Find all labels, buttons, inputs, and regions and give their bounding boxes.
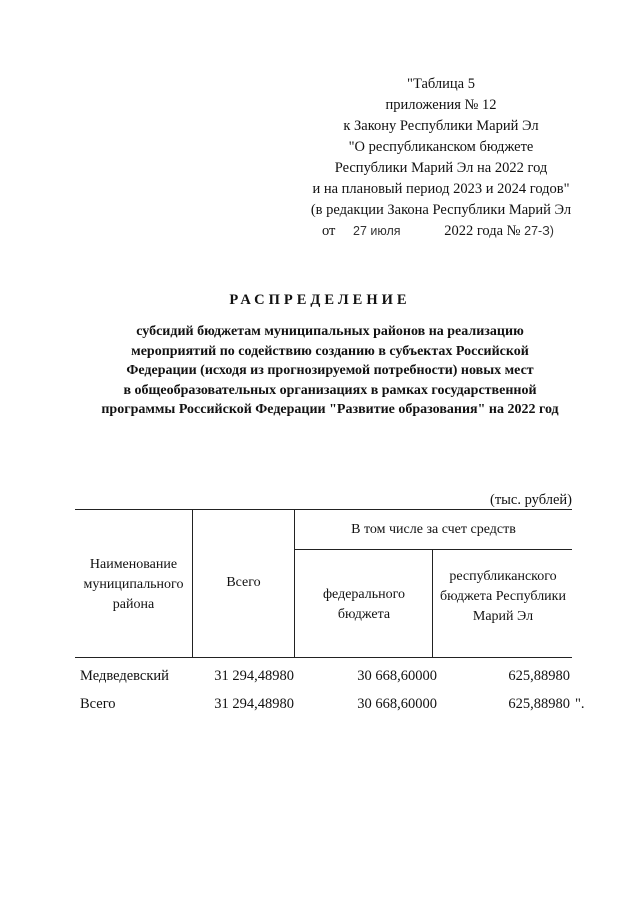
table-row-republic: 625,88980 [508, 696, 570, 712]
header-line: приложения № 12 [385, 97, 497, 113]
header-including: В том числе за счет средств [351, 522, 516, 537]
document-header [300, 74, 582, 242]
column-divider [432, 549, 433, 658]
page-title: РАСПРЕДЕЛЕНИЕ [229, 292, 411, 308]
subheader-rule [294, 549, 572, 550]
header-total: Всего [226, 575, 261, 590]
units-label: (тыс. рублей) [490, 492, 572, 508]
header-line: (в редакции Закона Республики Марий Эл [310, 202, 572, 218]
table-row-total: 31 294,48980 [214, 696, 294, 712]
header-line: Республики Марий Эл на 2022 год [334, 160, 548, 176]
date-year: 2022 года № [444, 223, 521, 239]
table-header [75, 509, 572, 659]
table-row-federal: 30 668,60000 [357, 668, 437, 684]
header-line: "О республиканском бюджете [348, 139, 534, 155]
header-date-line [300, 221, 582, 242]
table-row-total: 31 294,48980 [214, 668, 294, 684]
handwritten-date: 27 июля [353, 224, 401, 238]
header-line: "Таблица 5 [407, 76, 475, 92]
subtitle-line: в общеобразовательных организациях в рамках государственной [123, 382, 537, 398]
table-top-rule [75, 509, 572, 510]
table-row-name: Медведевский [80, 668, 169, 684]
table-row-federal: 30 668,60000 [357, 696, 437, 712]
subtitle-line: мероприятий по содействию созданию в субъектах Российской [131, 343, 529, 359]
header-line: и на плановый период 2023 и 2024 годов" [312, 181, 570, 197]
header-line: к Закону Республики Марий Эл [343, 118, 539, 134]
table-row-name: Всего [80, 696, 116, 712]
subtitle-line: программы Российской Федерации "Развитие образования" на 2022 год [101, 402, 559, 417]
subtitle-line: Федерации (исходя из прогнозируемой потребности) новых мест [126, 363, 534, 378]
date-prefix: от [322, 223, 336, 239]
header-district: Наименование муниципального района [83, 557, 184, 612]
header-republic: республиканского бюджета Республики Марий Эл [440, 569, 566, 624]
closing-quote-mark: ". [575, 696, 585, 712]
document-subtitle [60, 322, 600, 420]
header-federal: федерального бюджета [322, 587, 406, 622]
handwritten-law-number: 27-З) [524, 224, 554, 238]
table-row-republic: 625,88980 [508, 668, 570, 684]
subtitle-line: субсидий бюджетам муниципальных районов на реализацию [136, 324, 524, 339]
table-bottom-rule [75, 657, 572, 658]
